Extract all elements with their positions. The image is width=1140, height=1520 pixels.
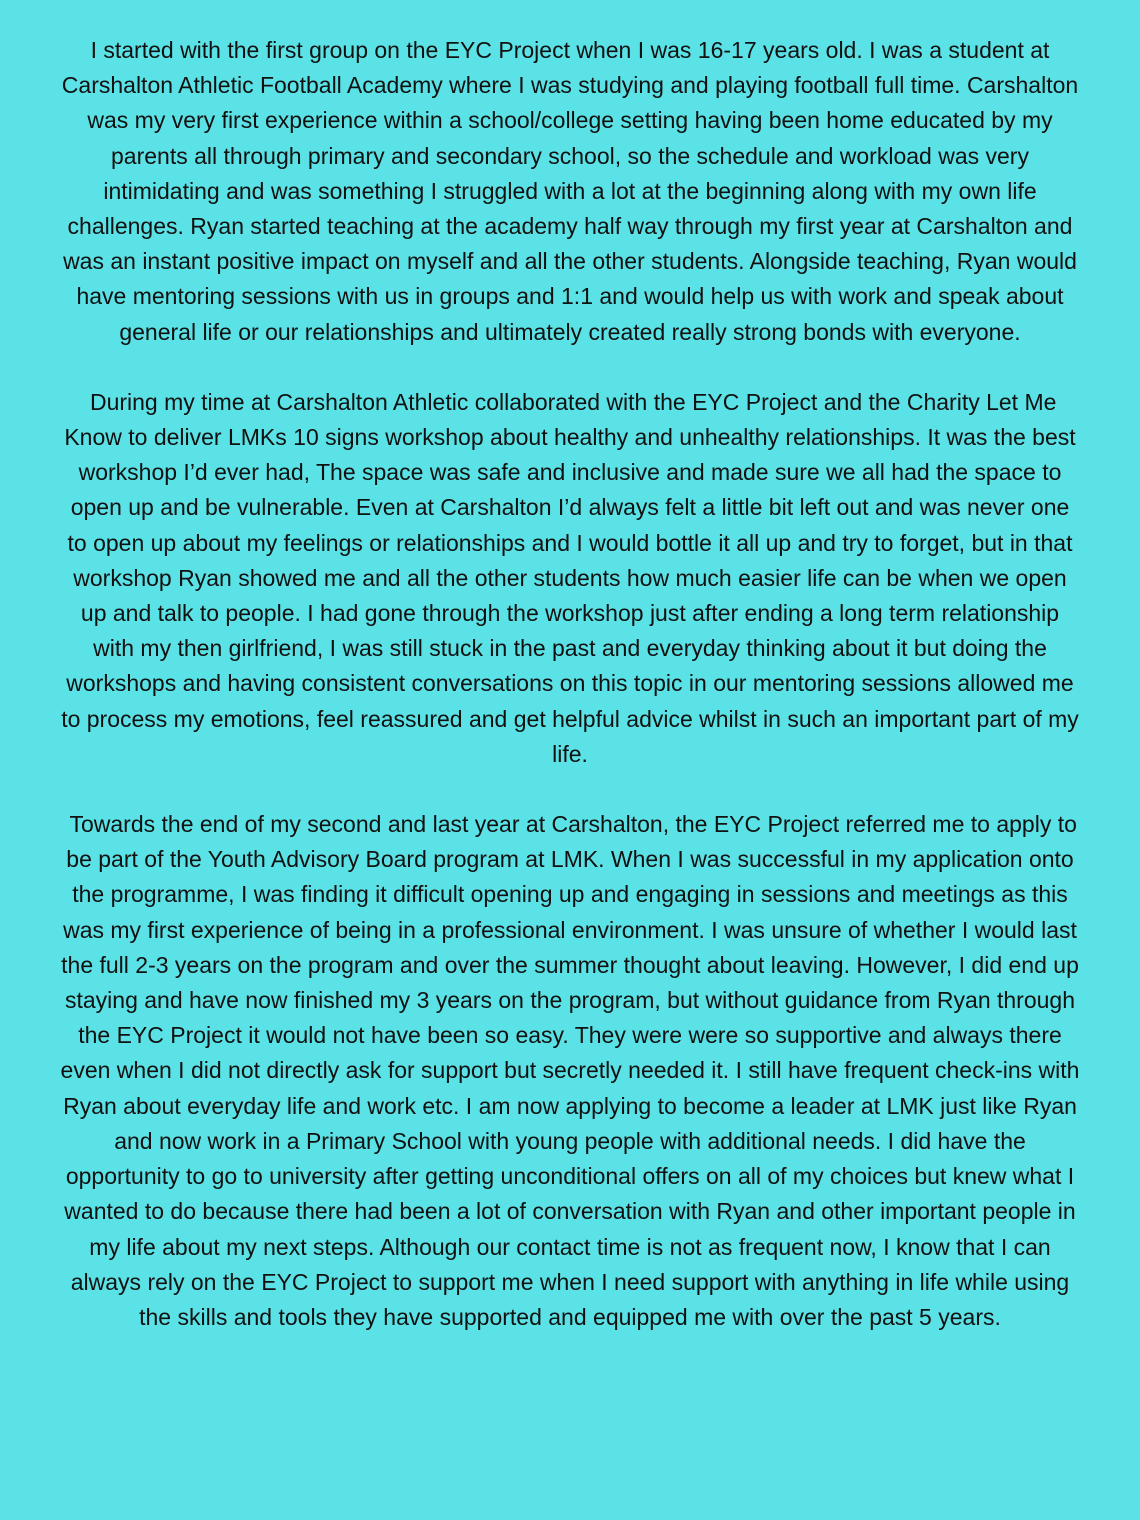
- paragraph-spacer: [60, 772, 1080, 807]
- paragraph-intro: I started with the first group on the EYC Project when I was 16-17 years old. I was a student at Carshalton Athletic Football Academy where I was studying and playing football full time. Carshalton was my very first experience within a school/college setting having been home educated by my parents all through primary and secondary school, so the schedule and workload was very intimidating and was something I struggled with a lot at the beginning along with my own life challenges. Ryan started teaching at the academy half way through my first year at Carshalton and was an instant positive impact on myself and all the other students. Alongside teaching, Ryan would have mentoring sessions with us in groups and 1:1 and would help us with work and speak about general life or our relationships and ultimately created really strong bonds with everyone.: [61, 37, 1085, 345]
- paragraph-advisory-board: Towards the end of my second and last year at Carshalton, the EYC Project referred me to apply to be part of the Youth Advisory Board program at LMK. When I was successful in my application onto the programme, I was finding it difficult opening up and engaging in sessions and meetings as this was my first experience of being in a professional environment. I was unsure of whether I would last the full 2-3 years on the program and over the summer thought about leaving. However, I did end up staying and have now finished my 3 years on the program, but without guidance from Ryan through the EYC Project it would not have been so easy. They were were so supportive and always there even when I did not directly ask for support but secretly needed it. I still have frequent check-ins with Ryan about everyday life and work etc. I am now applying to become a leader at LMK just like Ryan and now work in a Primary School with young people with additional needs. I did have the opportunity to go to university after getting unconditional offers on all of my choices but knew what I wanted to do because there had been a lot of conversation with Ryan and other important people in my life about my next steps. Although our contact time is not as frequent now, I know that I can always rely on the EYC Project to support me when I need support with anything in life while using the skills and tools they have supported and equipped me with over the past 5 years.: [60, 811, 1086, 1330]
- paragraph-spacer: [60, 350, 1080, 385]
- paragraph-workshop: During my time at Carshalton Athletic collaborated with the EYC Project and the Charity Let Me Know to deliver LMKs 10 signs workshop about healthy and unhealthy relationships. It was the best workshop I’d ever had, The space was safe and inclusive and made sure we all had the space to open up and be vulnerable. Even at Carshalton I’d always felt a little bit left out and was never one to open up about my feelings or relationships and I would bottle it all up and try to forget, but in that workshop Ryan showed me and all the other students how much easier life can be when we open up and talk to people. I had gone through the workshop just after ending a long term relationship with my then girlfriend, I was still stuck in the past and everyday thinking about it but doing the workshops and having consistent conversations on this topic in our mentoring sessions allowed me to process my emotions, feel reassured and get helpful advice whilst in such an important part of my life.: [61, 388, 1086, 767]
